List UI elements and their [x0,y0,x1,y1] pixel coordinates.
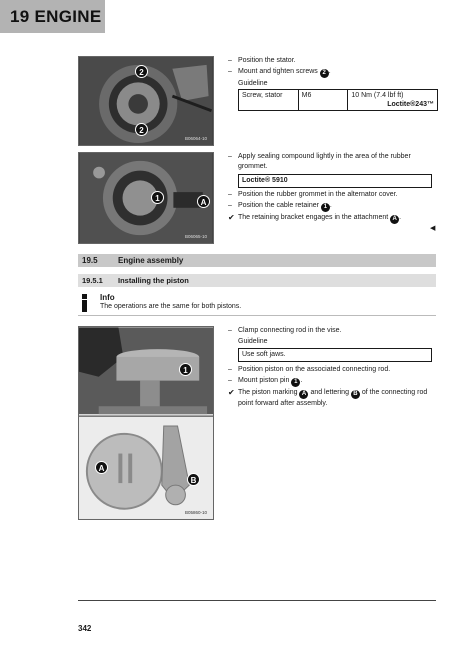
info-text: The operations are the same for both pistons. [100,303,242,310]
step-text: Apply sealing compound lightly in the area of the rubber grommet. [238,153,411,170]
step: – Position the cable retainer 1 . [228,202,332,210]
guideline-box: Use soft jaws. [238,348,432,362]
spec-item: Screw, stator [239,90,299,111]
check-text-3: of the connecting rod point forward after assembly. [238,389,428,407]
marker-a: A [95,461,108,474]
marker-2: 2 [320,69,329,78]
chapter-title: 19 ENGINE [10,7,102,26]
step-text: Mount and tighten screws [238,68,318,75]
section-heading [78,254,436,267]
chapter-header [0,0,105,33]
check-text-1: The piston marking [238,389,298,396]
photo-id: B05860-10 [184,510,207,515]
subsection-number: 19.5.1 [82,276,103,285]
guideline-label: Guideline [238,80,268,87]
section-title: Engine assembly [118,256,184,265]
spec-size: M6 [298,90,348,111]
marker-a: A [390,215,399,224]
check-text-2: and lettering [310,389,349,396]
photo-id: B06064-10 [184,136,207,141]
piston-steps [228,326,432,410]
marker-1: 1 [291,378,300,387]
spec-torque-cell [348,90,438,111]
piston-illustration [79,327,213,519]
step-text: Position the cable retainer [238,202,319,209]
check-icon: ✔ [228,388,235,397]
marker-2-top: 2 [135,65,148,78]
marker-1: 1 [179,363,192,376]
piston-photo [78,326,214,520]
marker-a: A [299,390,308,399]
info-title: Info [100,293,115,302]
cable-retainer-illustration [79,153,213,243]
marker-a: A [197,195,210,208]
step: – Apply sealing compound lightly in the area of the rubber grommet. [228,153,411,170]
stator-steps [228,56,438,111]
step-text: Position piston on the associated connecting rod. [238,366,391,373]
marker-1: 1 [151,191,164,204]
step-text: Mount piston pin [238,377,290,384]
step: – Position the stator. [228,57,296,64]
step: – Position the rubber grommet in the alternator cover. [228,191,398,198]
cable-retainer-photo [78,152,214,244]
marker-b: B [187,473,200,486]
check-text: The retaining bracket engages in the attachment [238,214,389,221]
footer-divider [78,600,436,601]
end-of-procedure-icon: ◀ [430,225,436,232]
step-text: Position the rubber grommet in the alternator cover. [238,191,398,198]
step: – Mount piston pin 1 . [228,377,303,385]
torque-spec-table [238,89,438,111]
marker-2-bottom: 2 [135,123,148,136]
marker-b: B [351,390,360,399]
spec-torque: 10 Nm (7.4 lbf ft) [351,92,404,99]
check-result [228,388,432,409]
step: – Mount and tighten screws 2 . [228,68,331,76]
step-text: Position the stator. [238,57,296,64]
sealing-compound-box: Loctite® 5910 [238,174,432,188]
step-text: Clamp connecting rod in the vise. [238,327,342,334]
step: – Clamp connecting rod in the vise. [228,327,342,334]
section-number: 19.5 [82,256,98,265]
subsection-heading [78,274,436,287]
subsection-title: Installing the piston [118,276,189,285]
info-icon [80,294,89,312]
info-note [78,292,436,316]
guideline-label: Guideline [238,338,268,345]
retainer-steps [228,152,432,225]
spec-compound: Loctite®243™ [387,101,434,108]
photo-id: B06065-10 [184,234,207,239]
marker-1: 1 [321,203,330,212]
check-result: ✔ The retaining bracket engages in the attachment A . [228,213,402,222]
check-icon: ✔ [228,213,235,222]
step: – Position piston on the associated connecting rod. [228,366,391,373]
page-number: 342 [78,624,92,633]
stator-photo [78,56,214,146]
